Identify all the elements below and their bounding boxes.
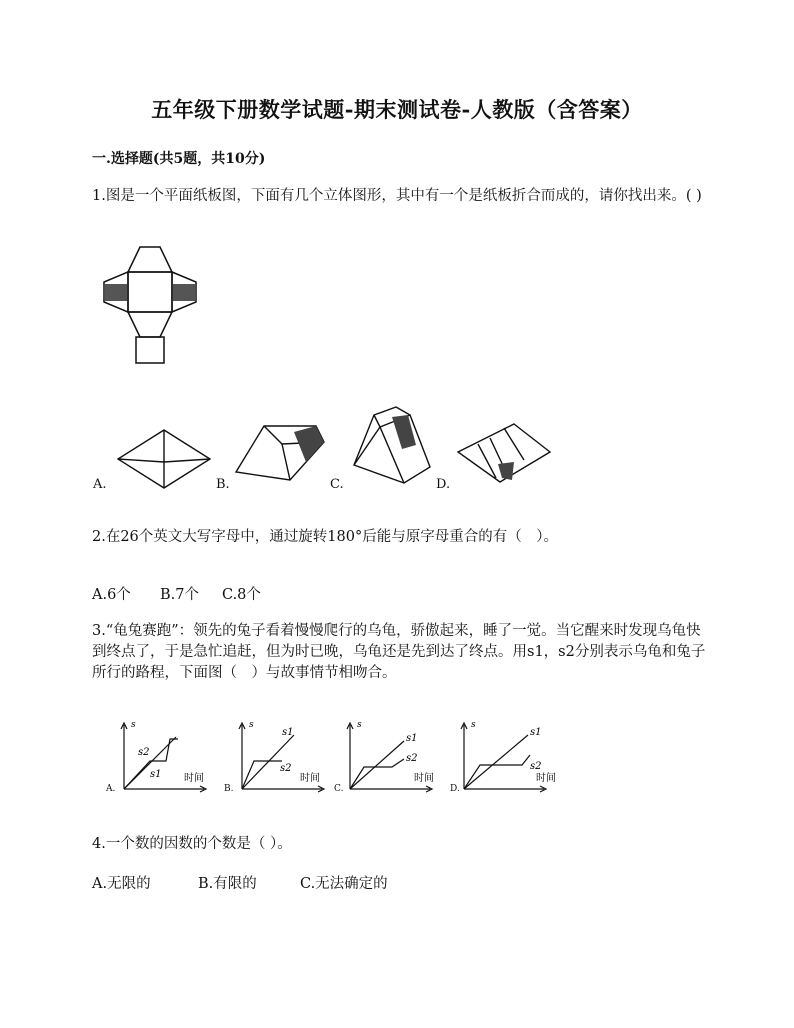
question-2-options (92, 583, 261, 604)
q3b-axis-x: 时间 (300, 773, 320, 784)
q3-graph-c (330, 715, 440, 795)
q3a-axis-y: s (131, 720, 136, 730)
question-1-text: 1.图是一个平面纸板图，下面有几个立体图形，其中有一个是纸板折合而成的，请你找出来。( ) (92, 188, 702, 204)
question-4-options (92, 872, 388, 893)
q1-option-b[interactable]: B. (216, 477, 230, 492)
q3d-axis-y: s (471, 720, 476, 730)
q3-graph-b (222, 715, 332, 795)
q2-option-c[interactable]: C.8个 (222, 587, 261, 603)
q2-option-a[interactable]: A.6个 (92, 587, 131, 603)
q3c-axis-x: 时间 (414, 773, 434, 784)
q4-option-b[interactable]: B.有限的 (198, 876, 257, 892)
q1-option-c[interactable]: C. (330, 477, 344, 492)
q1-net-figure (96, 242, 206, 367)
q3a-axis-x: 时间 (184, 773, 204, 784)
question-3-text: 3.“龟兔赛跑”：领先的兔子看着慢慢爬行的乌龟，骄傲起来，睡了一觉。当它醒来时发现乌龟快到终点了，于是急忙追赶，但为时已晚，乌龟还是先到达了终点。用s1，s2分别表示乌龟和兔子所行的路程，下面图（ ）与故事情节相吻合。 (92, 623, 706, 681)
q2-option-b[interactable]: B.7个 (160, 587, 199, 603)
q3c-label-s2: s2 (406, 753, 418, 764)
q4-option-a[interactable]: A.无限的 (92, 876, 151, 892)
q3b-label-s1: s1 (282, 727, 294, 738)
q1-option-b-figure (234, 422, 326, 484)
q3-option-a[interactable]: A. (106, 784, 116, 794)
q1-option-d[interactable]: D. (436, 477, 451, 492)
q3a-label-s1: s1 (150, 769, 162, 780)
q3-option-c[interactable]: C. (334, 784, 344, 794)
q1-option-d-figure (456, 422, 552, 484)
q3c-label-s1: s1 (406, 733, 418, 744)
q3-option-b[interactable]: B. (224, 784, 234, 794)
page-title: 五年级下册数学试题-期末测试卷-人教版（含答案） (151, 97, 643, 122)
q1-option-c-figure (352, 405, 434, 485)
q4-option-c[interactable]: C.无法确定的 (300, 876, 388, 892)
q3d-label-s1: s1 (530, 727, 542, 738)
q3b-axis-y: s (249, 720, 254, 730)
q3c-axis-y: s (357, 720, 362, 730)
question-4-text: 4.一个数的因数的个数是（ ）。 (92, 836, 292, 852)
q1-option-a[interactable]: A. (93, 477, 107, 492)
q3-graph-a (104, 715, 214, 795)
q3b-label-s2: s2 (280, 763, 292, 774)
q3-graph-d (444, 715, 564, 795)
q3d-axis-x: 时间 (536, 773, 556, 784)
section-heading: 一.选择题(共5题，共10分) (92, 151, 266, 167)
question-2-text: 2.在26个英文大写字母中，通过旋转180°后能与原字母重合的有（ ）。 (92, 529, 558, 545)
q3a-label-s2: s2 (138, 747, 150, 758)
q1-option-a-figure (116, 428, 212, 490)
q3d-label-s2: s2 (530, 761, 542, 772)
q3-option-d[interactable]: D. (450, 784, 460, 794)
